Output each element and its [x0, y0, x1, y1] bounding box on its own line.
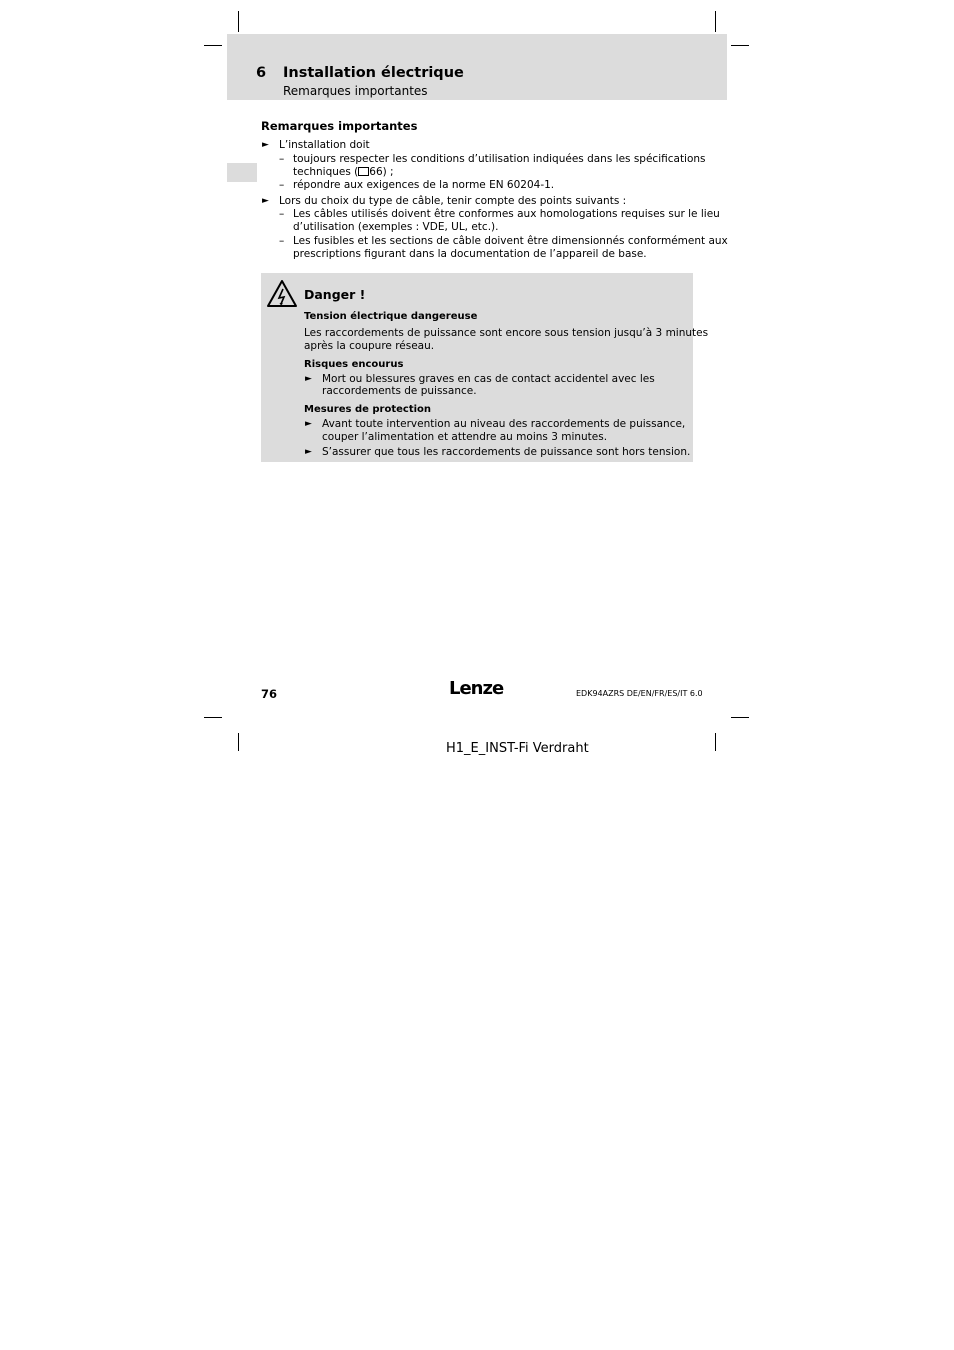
dash-icon: – — [279, 179, 285, 191]
chapter-subtitle: Remarques importantes — [283, 84, 428, 98]
bullet-text: L’installation doit — [279, 139, 370, 151]
section-heading: Remarques importantes — [261, 119, 418, 133]
side-tab-marker — [227, 163, 257, 182]
dash-text: Les fusibles et les sections de câble doivent être dimensionnés conformément aux — [293, 235, 728, 247]
danger-title: Danger ! — [304, 287, 366, 302]
bullet-arrow-icon: ► — [262, 196, 269, 206]
dash-icon: – — [279, 235, 285, 247]
dash-icon: – — [279, 153, 285, 165]
bullet-arrow-icon: ► — [305, 447, 312, 457]
dash-text: toujours respecter les conditions d’utilisation indiquées dans les spécifications — [293, 153, 706, 165]
dash-text-cont: prescriptions figurant dans la documentation de l’appareil de base. — [293, 248, 647, 260]
measure-text: S’assurer que tous les raccordements de puissance sont hors tension. — [322, 446, 691, 458]
dash-text: Les câbles utilisés doivent être conformes aux homologations requises sur le lieu — [293, 208, 720, 220]
chapter-number: 6 — [256, 65, 267, 81]
dash-text-cont: techniques ( 66) ; — [293, 166, 394, 178]
document-reference: EDK94AZRS DE/EN/FR/ES/IT 6.0 — [576, 689, 703, 698]
dash-icon: – — [279, 208, 285, 220]
crop-mark — [204, 45, 222, 46]
hazard-text-cont: après la coupure réseau. — [304, 340, 435, 352]
dash-text-cont: d’utilisation (exemples : VDE, UL, etc.). — [293, 221, 499, 233]
page-reference-icon — [358, 167, 369, 176]
hazard-text: Les raccordements de puissance sont encore sous tension jusqu’à 3 minutes — [304, 327, 709, 339]
crop-mark — [731, 717, 749, 718]
bullet-text: Lors du choix du type de câble, tenir compte des points suivants : — [279, 195, 627, 207]
crop-mark — [238, 733, 239, 751]
measure-text-cont: couper l’alimentation et attendre au moins 3 minutes. — [322, 431, 608, 443]
measure-text: Avant toute intervention au niveau des raccordements de puissance, — [322, 418, 686, 430]
dash-text: répondre aux exigences de la norme EN 60204-1. — [293, 179, 555, 191]
crop-mark — [715, 11, 716, 32]
measures-heading: Mesures de protection — [304, 404, 432, 415]
chapter-title: Installation électrique — [283, 65, 464, 81]
crop-mark — [238, 11, 239, 32]
production-label: H1_E_INST-Fi Verdraht — [446, 741, 589, 756]
hazard-heading: Tension électrique dangereuse — [304, 311, 478, 322]
risk-text: Mort ou blessures graves en cas de contact accidentel avec les — [322, 373, 655, 385]
bullet-arrow-icon: ► — [305, 374, 312, 384]
bullet-arrow-icon: ► — [262, 140, 269, 150]
high-voltage-warning-icon — [266, 279, 298, 308]
bullet-arrow-icon: ► — [305, 419, 312, 429]
lenze-logo: Lenze — [449, 678, 504, 699]
crop-mark — [731, 45, 749, 46]
page-number: 76 — [261, 687, 278, 701]
risks-heading: Risques encourus — [304, 359, 404, 370]
crop-mark — [715, 733, 716, 751]
crop-mark — [204, 717, 222, 718]
risk-text-cont: raccordements de puissance. — [322, 385, 477, 397]
